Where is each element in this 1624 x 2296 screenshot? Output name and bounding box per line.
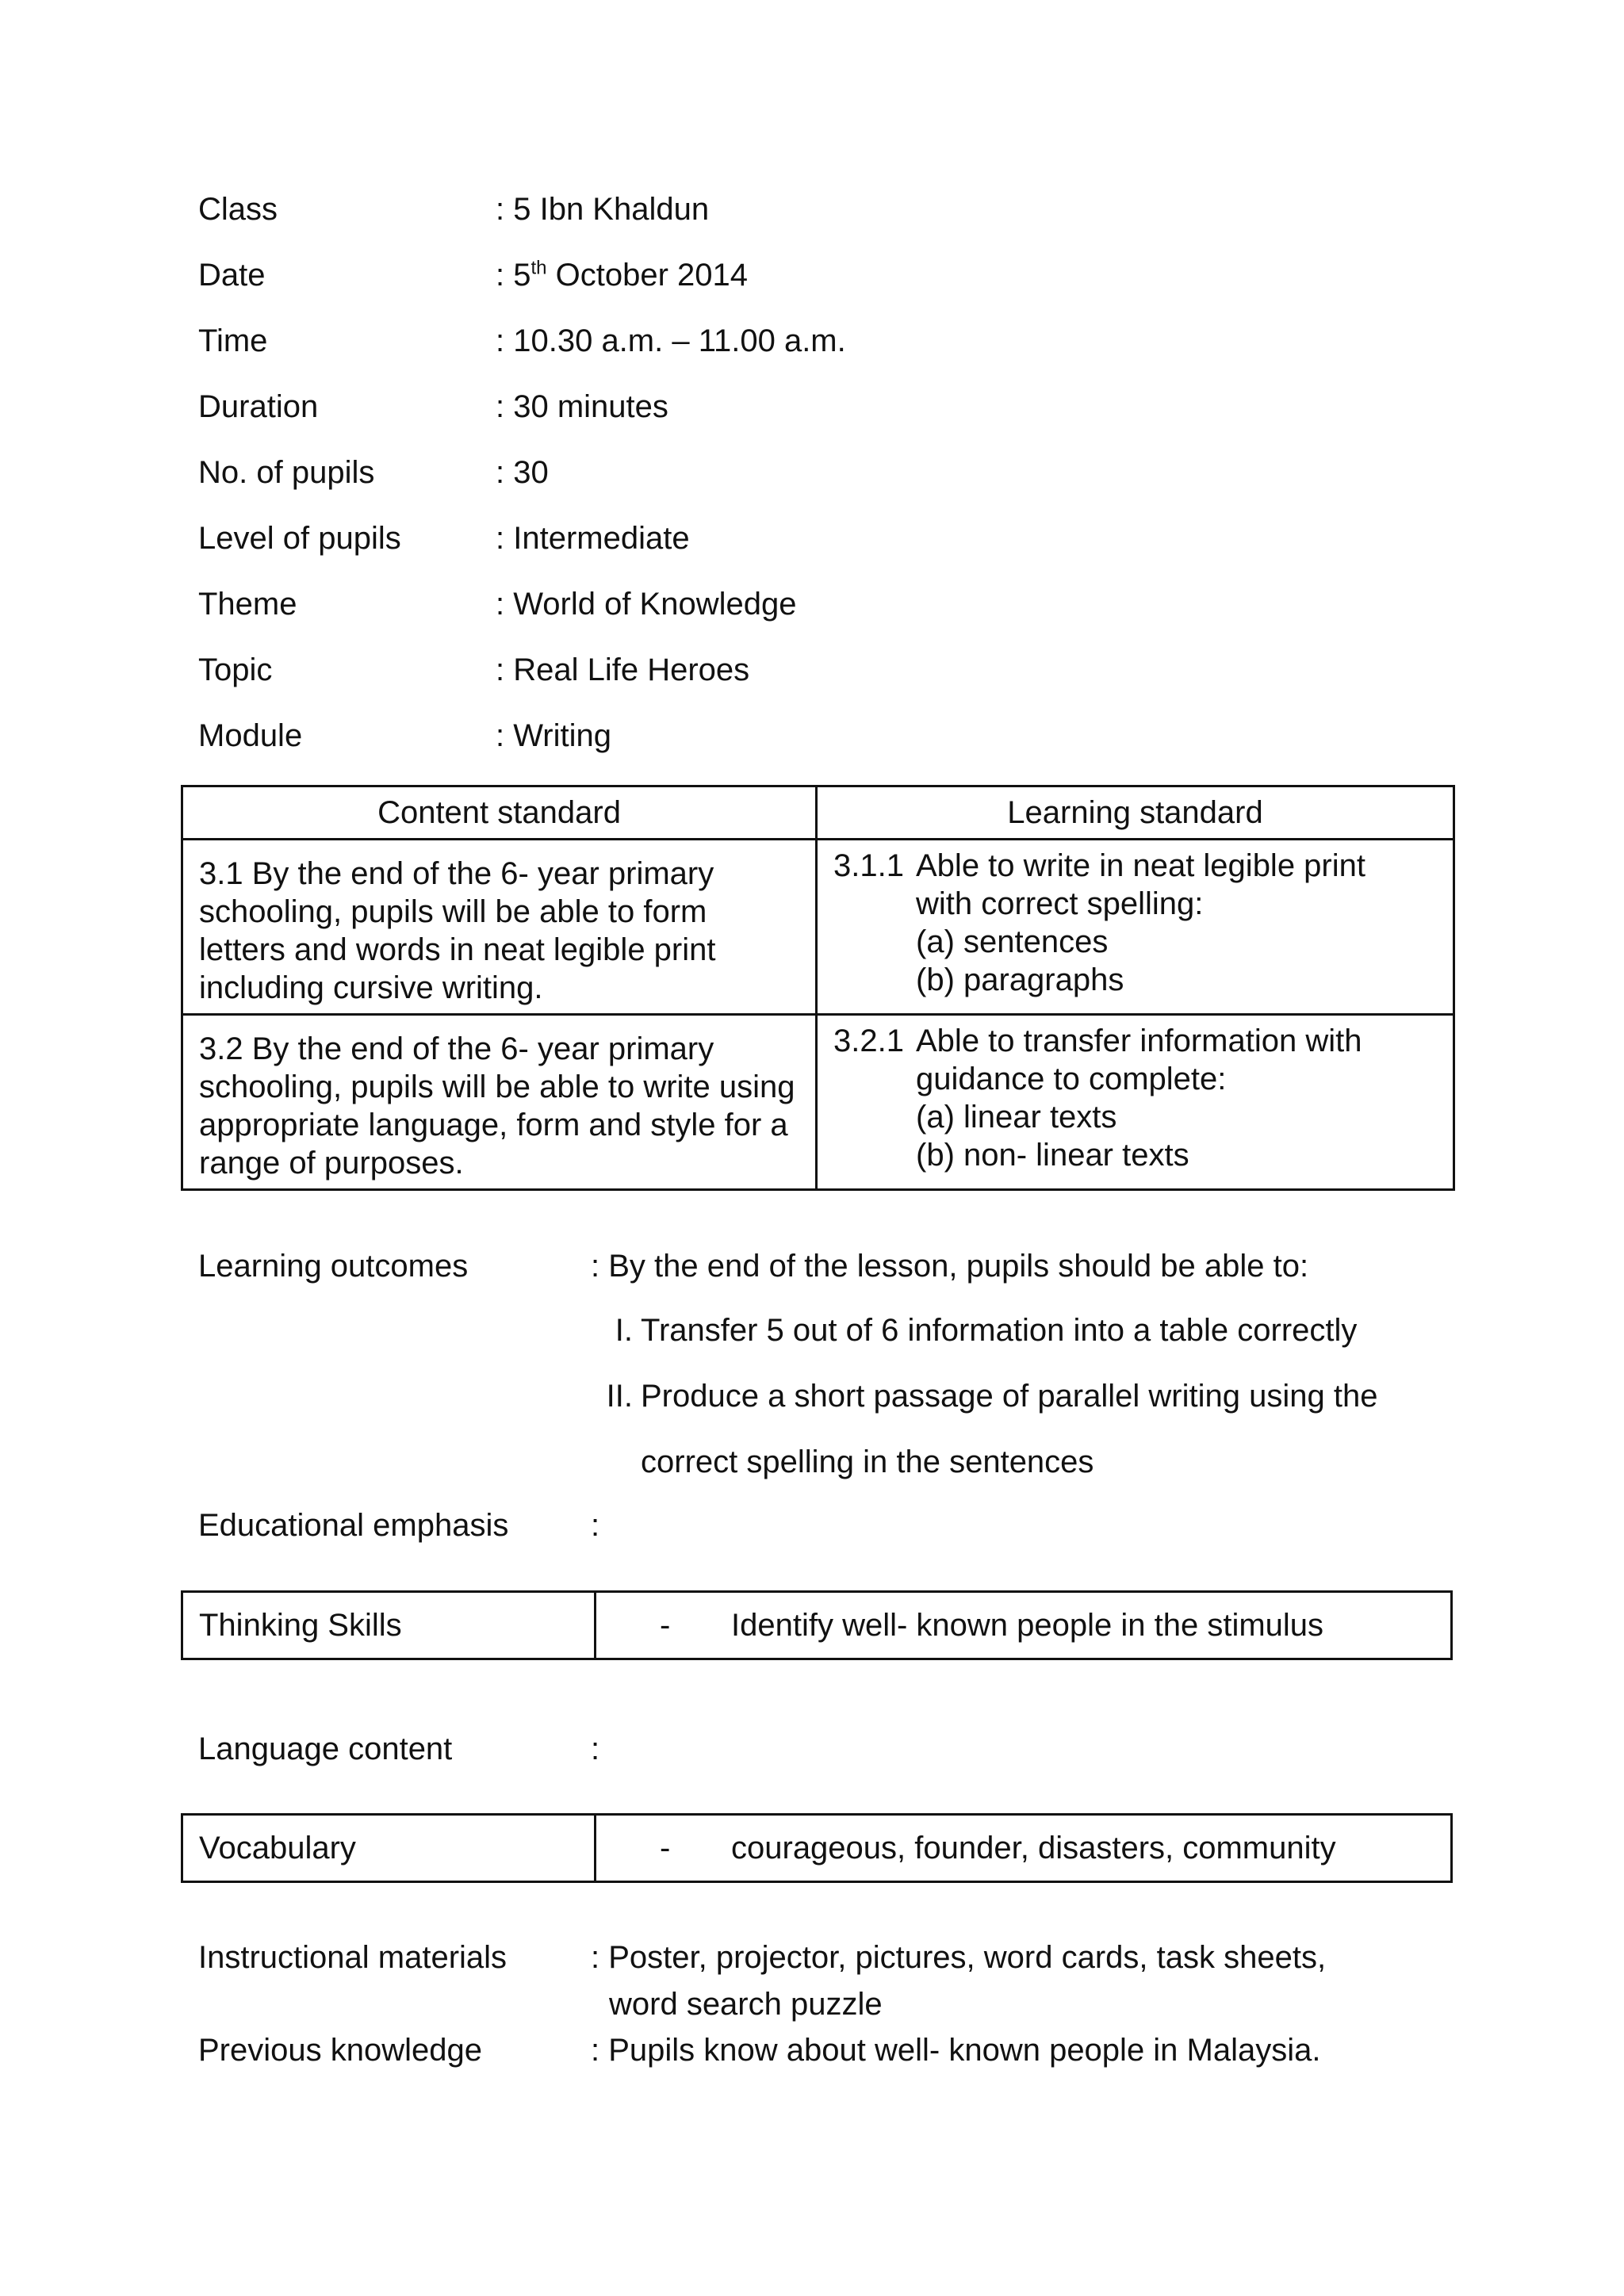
content-standard-text: 3.2 By the end of the 6- year primary schooling, pupils will be able to write using appropriate language, form and style for a range of purposes. — [199, 1031, 795, 1181]
table-row — [182, 1592, 1452, 1659]
outcome-text: Transfer 5 out of 6 information into a table correctly — [641, 1313, 1358, 1348]
table-row — [182, 840, 1454, 1015]
info-label: Class — [198, 192, 278, 227]
date-rest: October 2014 — [546, 258, 748, 293]
lesson-info — [198, 190, 1467, 783]
info-row-time — [198, 322, 1467, 388]
thinking-skills-value: Identify well- known people in the stimulus — [731, 1608, 1324, 1643]
learning-standard-first-line — [833, 1022, 1437, 1060]
learning-standard-line: guidance to complete: — [916, 1062, 1227, 1096]
info-row-class — [198, 190, 1467, 256]
instructional-materials-continuation: word search puzzle — [609, 1987, 883, 2022]
info-value: : 30 minutes — [496, 389, 668, 424]
table-row — [182, 1015, 1454, 1190]
info-label: No. of pupils — [198, 455, 375, 490]
table-row — [182, 1815, 1452, 1882]
learning-standard-first-line — [833, 847, 1437, 885]
content-standard-header: Content standard — [182, 786, 817, 840]
learning-standard-code: 3.1.1 — [833, 848, 904, 883]
learning-standard-text: Able to write in neat legible print — [916, 848, 1365, 883]
info-value — [496, 256, 748, 294]
info-label: Level of pupils — [198, 521, 401, 556]
info-value: : Real Life Heroes — [496, 652, 750, 687]
info-label: Module — [198, 718, 303, 753]
info-value: : 30 — [496, 455, 549, 490]
previous-knowledge-label: Previous knowledge — [198, 2033, 482, 2068]
learning-standard-code: 3.2.1 — [833, 1024, 904, 1058]
outcome-continuation: correct spelling in the sentences — [641, 1445, 1094, 1479]
thinking-skills-key: Thinking Skills — [182, 1592, 596, 1659]
info-value: : 10.30 a.m. – 11.00 a.m. — [496, 323, 846, 358]
info-value: : Intermediate — [496, 521, 690, 556]
info-row-pupils — [198, 453, 1467, 519]
date-ordinal: th — [530, 257, 547, 279]
outcome-text: Produce a short passage of parallel writing using the — [641, 1379, 1378, 1414]
learning-standard-cell — [817, 1015, 1454, 1190]
bullet-dash: - — [660, 1608, 671, 1643]
table-header-row — [182, 786, 1454, 840]
info-row-level — [198, 519, 1467, 585]
learning-standard-line: (b) non- linear texts — [916, 1138, 1189, 1173]
date-day: : 5 — [496, 258, 531, 293]
bullet-dash: - — [660, 1831, 671, 1866]
outcome-numeral: I. — [615, 1313, 633, 1348]
learning-standard-line: (a) linear texts — [916, 1100, 1117, 1135]
learning-standard-text: Able to transfer information with — [916, 1024, 1362, 1058]
language-content-colon: : — [591, 1732, 600, 1766]
learning-standard-line: with correct spelling: — [916, 886, 1204, 921]
vocabulary-value: courageous, founder, disasters, community — [731, 1831, 1336, 1866]
standards-table — [181, 785, 1455, 1191]
info-row-topic — [198, 651, 1467, 717]
info-value: : Writing — [496, 718, 611, 753]
info-value: : World of Knowledge — [496, 587, 797, 622]
previous-knowledge-value: : Pupils know about well- known people in Malaysia. — [591, 2033, 1321, 2068]
content-standard-cell — [182, 840, 817, 1015]
thinking-skills-value-cell — [596, 1592, 1452, 1659]
info-row-theme — [198, 585, 1467, 651]
language-content-label: Language content — [198, 1732, 453, 1766]
info-value: : 5 Ibn Khaldun — [496, 192, 710, 227]
learning-outcomes-intro: : By the end of the lesson, pupils should be able to: — [591, 1249, 1309, 1284]
learning-standard-header: Learning standard — [817, 786, 1454, 840]
vocabulary-table — [181, 1813, 1453, 1883]
info-label: Theme — [198, 587, 297, 622]
instructional-materials-label: Instructional materials — [198, 1940, 508, 1975]
vocabulary-key: Vocabulary — [182, 1815, 596, 1882]
content-standard-text: 3.1 By the end of the 6- year primary schooling, pupils will be able to form letters and words in neat legible print including cursive writing. — [199, 856, 716, 1005]
thinking-skills-table — [181, 1590, 1453, 1660]
info-row-module — [198, 717, 1467, 783]
info-label: Duration — [198, 389, 319, 424]
info-label: Topic — [198, 652, 273, 687]
educational-emphasis-colon: : — [591, 1508, 600, 1543]
learning-standard-line: (b) paragraphs — [916, 962, 1124, 997]
info-label: Date — [198, 258, 266, 293]
learning-outcomes-label: Learning outcomes — [198, 1249, 469, 1284]
info-row-date — [198, 256, 1467, 322]
outcome-numeral: II. — [606, 1379, 633, 1414]
content-standard-cell — [182, 1015, 817, 1190]
learning-standard-line: (a) sentences — [916, 924, 1109, 959]
vocabulary-value-cell — [596, 1815, 1452, 1882]
learning-standard-cell — [817, 840, 1454, 1015]
instructional-materials-value: : Poster, projector, pictures, word cards, task sheets, — [591, 1940, 1327, 1975]
info-row-duration — [198, 388, 1467, 453]
info-label: Time — [198, 323, 268, 358]
educational-emphasis-label: Educational emphasis — [198, 1508, 509, 1543]
